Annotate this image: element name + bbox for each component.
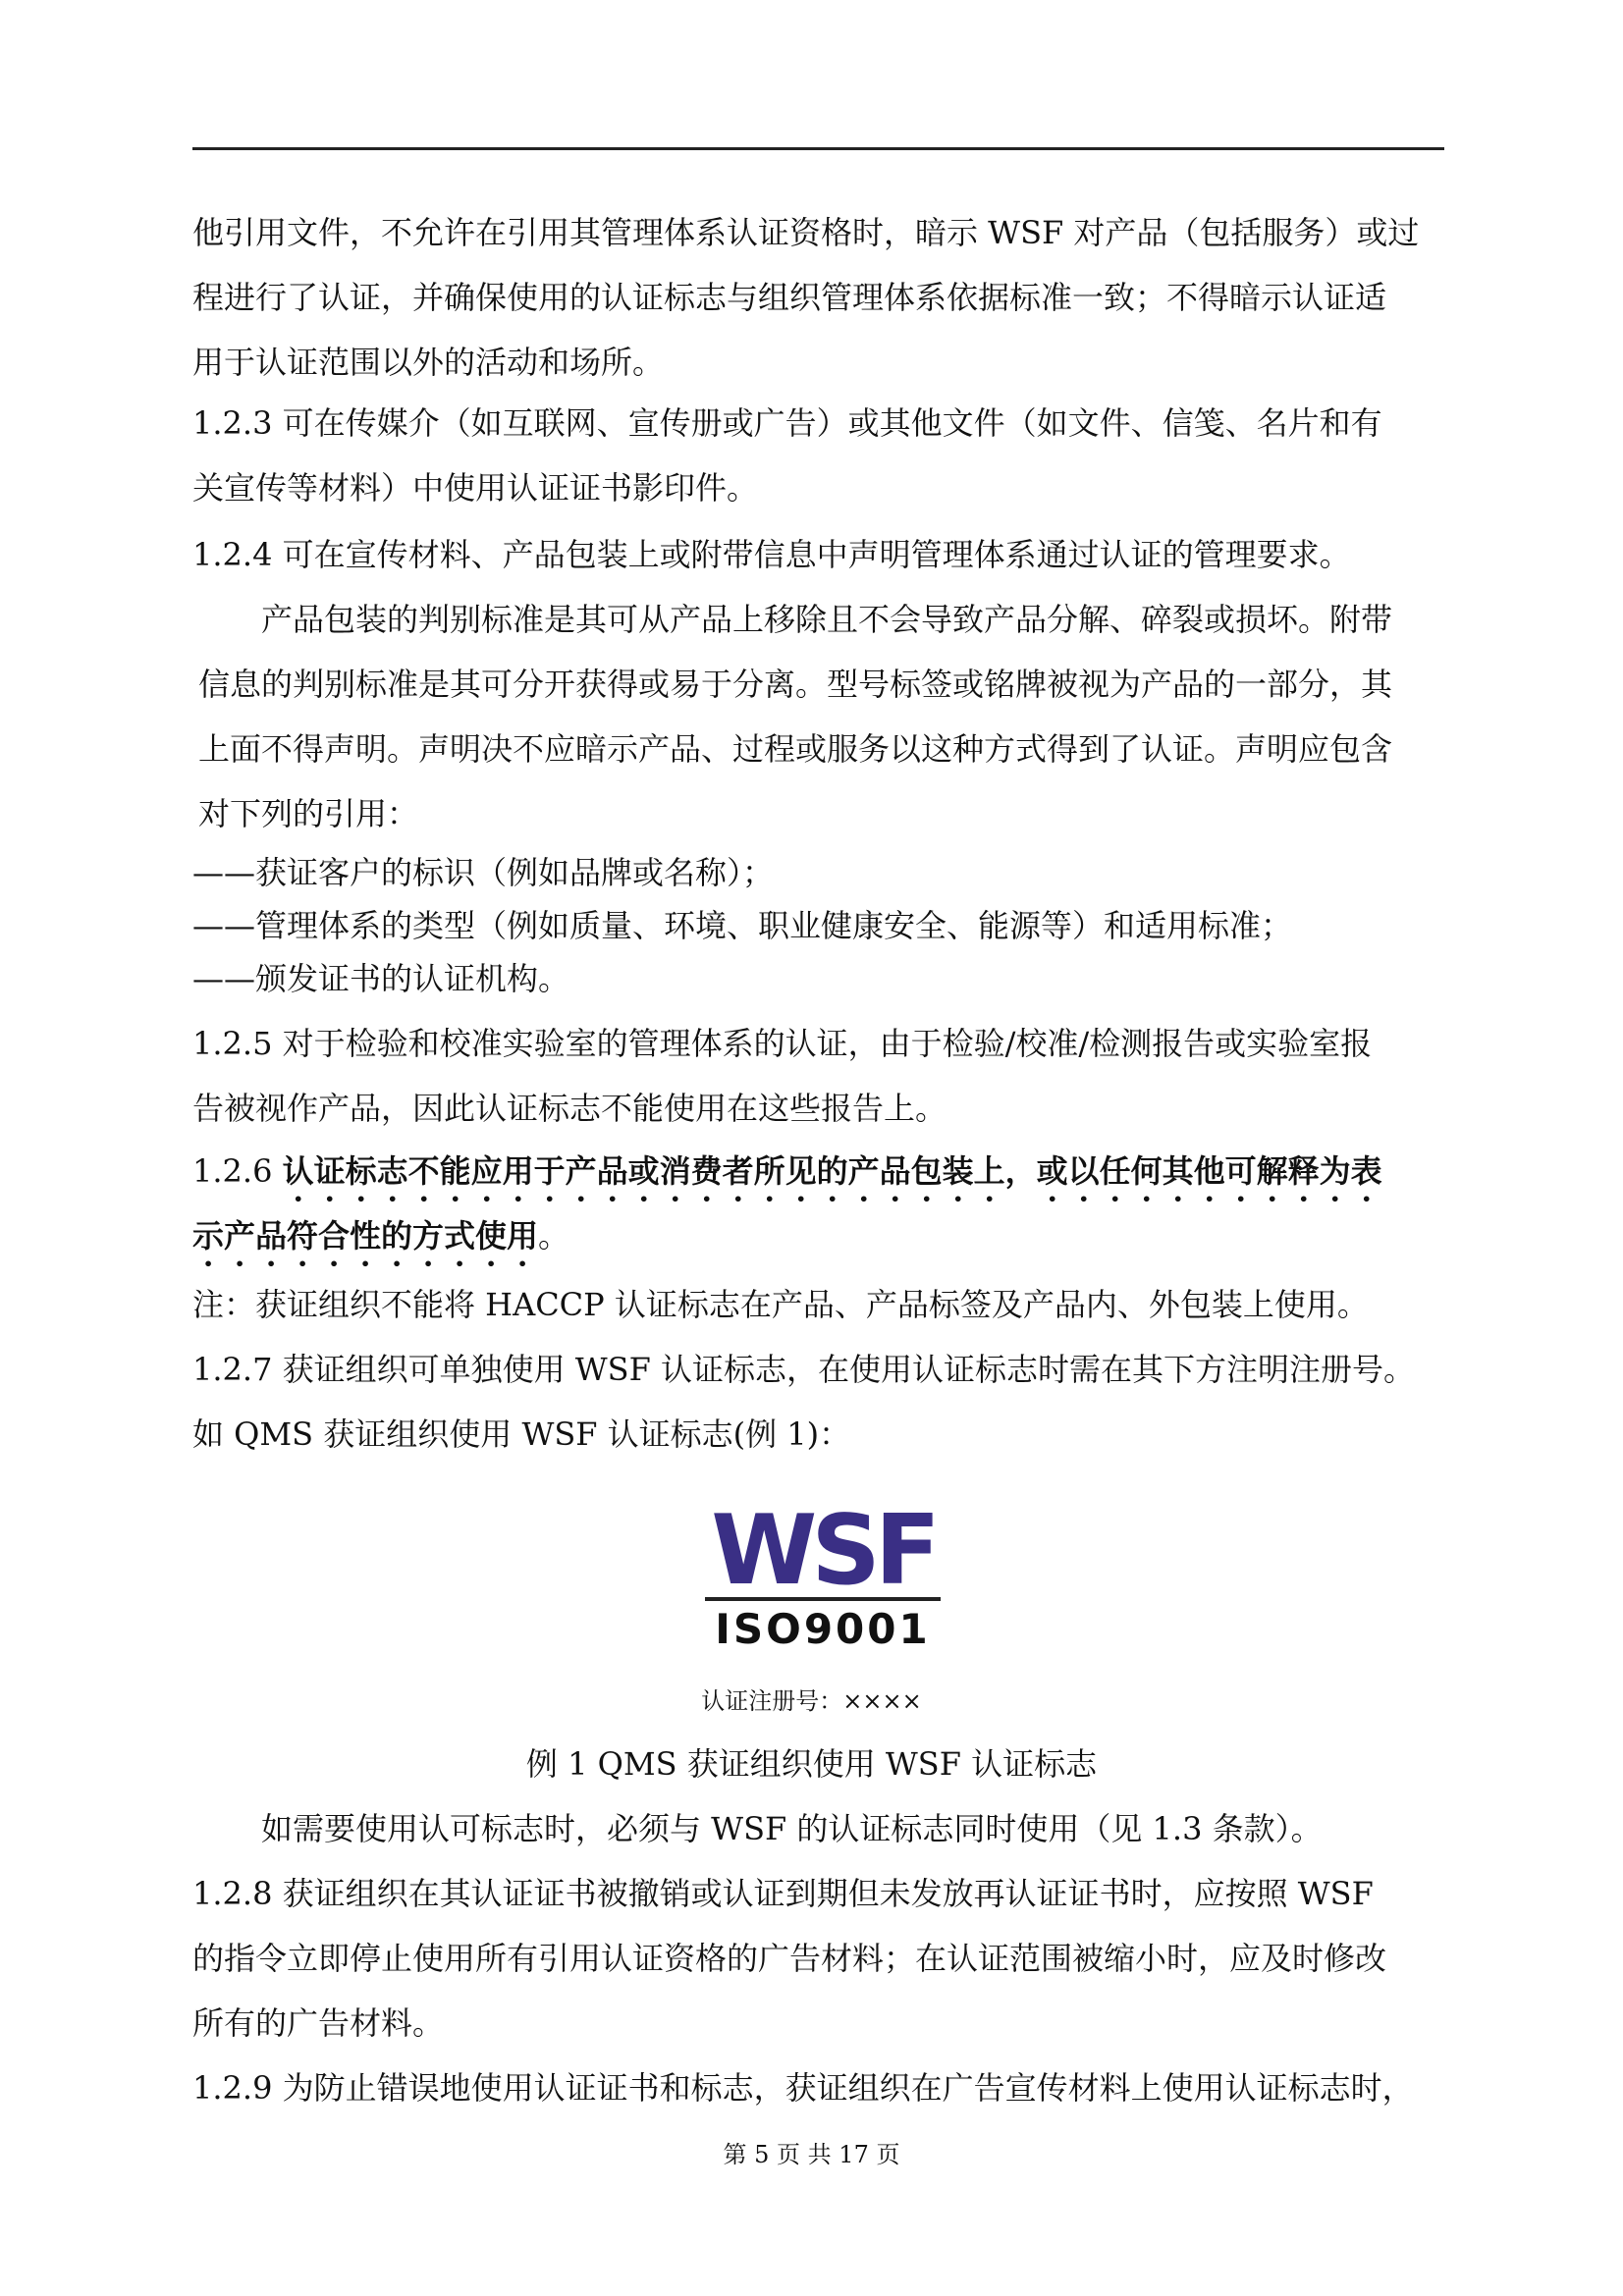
text-line: 1.2.8 获证组织在其认证证书被撤销或认证到期但未发放再认证证书时，应按照 WSF [192, 1875, 1374, 1912]
clause-1-2-9 [192, 2056, 1449, 2120]
accreditation-mark-paragraph [192, 1796, 1449, 1861]
clause-1-2-4 [192, 522, 1449, 587]
text-line: 对下列的引用： [198, 795, 419, 832]
clause-1-2-5 [192, 1011, 1449, 1141]
emphasized-text: 认证标志不能应用于产品或消费者所见的产品包装上，或以任何其他可解释为表 [282, 1152, 1382, 1190]
clause-number: 1.2.6 [192, 1152, 283, 1190]
text-line: 他引用文件，不允许在引用其管理体系认证资格时，暗示 WSF 对产品（包括服务）或过 [192, 214, 1420, 251]
text-line: 1.2.3 可在传媒介（如互联网、宣传册或广告）或其他文件（如文件、信笺、名片和有 [192, 404, 1382, 442]
text-line: 产品包装的判别标准是其可从产品上移除且不会导致产品分解、碎裂或损坏。附带 [261, 601, 1393, 638]
text-line: 所有的广告材料。 [192, 2004, 445, 2042]
text-line: 1.2.7 获证组织可单独使用 WSF 认证标志，在使用认证标志时需在其下方注明注册号。 [192, 1351, 1415, 1388]
text-line: 的指令立即停止使用所有引用认证资格的广告材料；在认证范围被缩小时，应及时修改 [192, 1940, 1387, 1977]
text-line: 关宣传等材料）中使用认证证书影印件。 [192, 469, 759, 507]
haccp-note [192, 1272, 1449, 1337]
text-line: 告被视作产品，因此认证标志不能使用在这些报告上。 [192, 1090, 947, 1127]
list-item: ——颁发证书的认证机构。 [192, 960, 570, 997]
wsf-logo-text: WSF [711, 1507, 935, 1595]
paragraph-continued [192, 200, 1449, 395]
wsf-logo-mark [705, 1507, 941, 1595]
text-line: 1.2.4 可在宣传材料、产品包装上或附带信息中声明管理体系通过认证的管理要求。 [192, 536, 1351, 573]
packaging-paragraph [192, 587, 1449, 846]
clause-1-2-8 [192, 1861, 1449, 2056]
page-number-footer: 第 5 页 共 17 页 [723, 2141, 900, 2168]
text-line: 程进行了认证，并确保使用的认证标志与组织管理体系依据标准一致；不得暗示认证适 [192, 279, 1387, 316]
text-line: 用于认证范围以外的活动和场所。 [192, 344, 665, 381]
text-line: 如 QMS 获证组织使用 WSF 认证标志(例 1)： [192, 1415, 851, 1453]
header-rule [192, 147, 1444, 150]
registration-number: 认证注册号：×××× [701, 1687, 922, 1715]
clause-1-2-7 [192, 1337, 1449, 1467]
emphasized-text: 示产品符合性的方式使用 [192, 1217, 539, 1255]
logo-standard-label: ISO9001 [715, 1605, 931, 1653]
logo-underline [705, 1597, 941, 1601]
wsf-certification-logo [705, 1507, 941, 1653]
clause-1-2-6 [192, 1139, 1449, 1268]
text-line: 1.2.9 为防止错误地使用认证证书和标志，获证组织在广告宣传材料上使用认证标志时， [192, 2069, 1414, 2107]
text-line: 1.2.5 对于检验和校准实验室的管理体系的认证，由于检验/校准/检测报告或实验室报 [192, 1025, 1373, 1062]
list-item: ——管理体系的类型（例如质量、环境、职业健康安全、能源等）和适用标准； [192, 907, 1293, 944]
period: 。 [538, 1217, 570, 1255]
clause-1-2-3 [192, 391, 1449, 520]
text-line: 如需要使用认可标志时，必须与 WSF 的认证标志同时使用（见 1.3 条款）。 [261, 1810, 1323, 1847]
figure-caption: 例 1 QMS 获证组织使用 WSF 认证标志 [525, 1745, 1098, 1783]
text-line: 信息的判别标准是其可分开获得或易于分离。型号标签或铭牌被视为产品的一部分，其 [198, 666, 1393, 703]
text-line: 上面不得声明。声明决不应暗示产品、过程或服务以这种方式得到了认证。声明应包含 [198, 730, 1393, 768]
list-item: ——获证客户的标识（例如品牌或名称）； [192, 854, 775, 891]
text-line [192, 1203, 1449, 1268]
text-line: 注：获证组织不能将 HACCP 认证标志在产品、产品标签及产品内、外包装上使用。 [192, 1286, 1369, 1323]
reference-list [192, 846, 1449, 1005]
text-line [192, 1139, 1449, 1203]
